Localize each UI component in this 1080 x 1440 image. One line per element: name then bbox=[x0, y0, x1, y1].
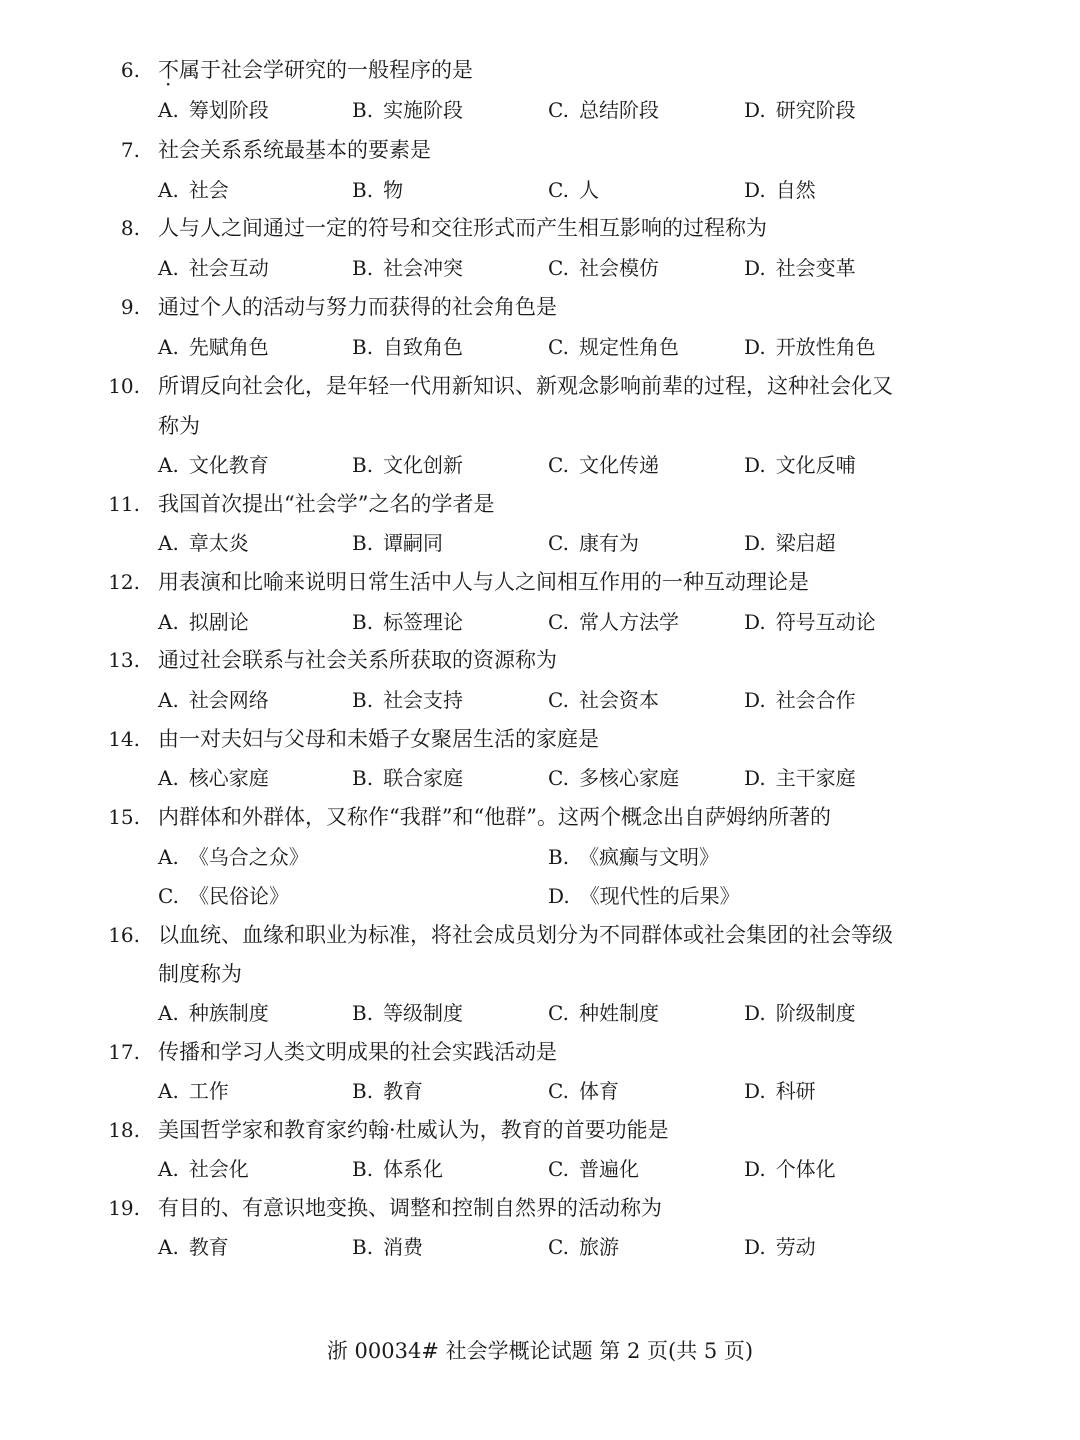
option-a: A. 种族制度 bbox=[158, 1001, 269, 1025]
question-stem: 我国首次提出“社会学”之名的学者是 bbox=[158, 492, 495, 516]
option-a: A. 教育 bbox=[158, 1235, 229, 1259]
question-stem bbox=[158, 58, 473, 82]
question-stem: 美国哲学家和教育家约翰·杜威认为，教育的首要功能是 bbox=[158, 1118, 669, 1142]
question-number: 10. bbox=[108, 374, 140, 398]
question-stem: 社会关系系统最基本的要素是 bbox=[158, 138, 431, 162]
option-b: B. 社会支持 bbox=[352, 688, 464, 712]
option-a: A. 社会网络 bbox=[158, 688, 269, 712]
option-c: C. 体育 bbox=[548, 1079, 619, 1103]
option-d: D. 科研 bbox=[744, 1079, 816, 1103]
option-b: B. 标签理论 bbox=[352, 610, 464, 634]
option-a: A. 《乌合之众》 bbox=[158, 845, 309, 869]
option-b: B. 物 bbox=[352, 178, 404, 202]
question-stem: 用表演和比喻来说明日常生活中人与人之间相互作用的一种互动理论是 bbox=[158, 570, 809, 594]
question-number: 9. bbox=[120, 295, 140, 319]
option-c: C. 多核心家庭 bbox=[548, 766, 679, 790]
option-a: A. 工作 bbox=[158, 1079, 229, 1103]
question-number: 7. bbox=[120, 138, 140, 162]
question-number: 19. bbox=[108, 1196, 140, 1220]
option-d: D. 符号互动论 bbox=[744, 610, 876, 634]
emphasis-text: 不属 bbox=[158, 58, 200, 82]
question-stem: 以血统、血缘和职业为标准，将社会成员划分为不同群体或社会集团的社会等级 bbox=[158, 923, 893, 947]
question-number: 13. bbox=[108, 648, 140, 672]
question-number: 16. bbox=[108, 923, 140, 947]
question-stem-continued: 制度称为 bbox=[158, 962, 242, 986]
question-number: 15. bbox=[108, 805, 140, 829]
option-c: C. 种姓制度 bbox=[548, 1001, 659, 1025]
option-b: B. 《疯癫与文明》 bbox=[548, 845, 720, 869]
option-b: B. 联合家庭 bbox=[352, 766, 464, 790]
option-a: A. 筹划阶段 bbox=[158, 98, 269, 122]
option-d: D. 《现代性的后果》 bbox=[548, 884, 740, 908]
option-a: A. 社会互动 bbox=[158, 256, 269, 280]
option-d: D. 梁启超 bbox=[744, 531, 836, 555]
option-c: C. 社会资本 bbox=[548, 688, 659, 712]
option-c: C. 常人方法学 bbox=[548, 610, 679, 634]
page-footer: 浙 00034# 社会学概论试题 第 2 页(共 5 页) bbox=[326, 1339, 754, 1363]
option-c: C. 规定性角色 bbox=[548, 335, 679, 359]
option-b: B. 自致角色 bbox=[352, 335, 464, 359]
question-stem: 通过社会联系与社会关系所获取的资源称为 bbox=[158, 648, 557, 672]
question-number: 17. bbox=[108, 1040, 140, 1064]
option-d: D. 个体化 bbox=[744, 1157, 836, 1181]
option-d: D. 研究阶段 bbox=[744, 98, 856, 122]
question-stem: 内群体和外群体，又称作“我群”和“他群”。这两个概念出自萨姆纳所著的 bbox=[158, 805, 831, 829]
option-c: C. 康有为 bbox=[548, 531, 639, 555]
option-a: A. 先赋角色 bbox=[158, 335, 269, 359]
question-stem-rest: 于社会学研究的一般程序的是 bbox=[200, 58, 473, 82]
option-c: C. 总结阶段 bbox=[548, 98, 659, 122]
option-b: B. 消费 bbox=[352, 1235, 424, 1259]
option-d: D. 文化反哺 bbox=[744, 453, 856, 477]
question-stem: 所谓反向社会化，是年轻一代用新知识、新观念影响前辈的过程，这种社会化又 bbox=[158, 374, 893, 398]
option-d: D. 主干家庭 bbox=[744, 766, 856, 790]
option-b: B. 体系化 bbox=[352, 1157, 444, 1181]
option-a: A. 核心家庭 bbox=[158, 766, 269, 790]
option-c: C. 人 bbox=[548, 178, 599, 202]
option-d: D. 阶级制度 bbox=[744, 1001, 856, 1025]
option-d: D. 开放性角色 bbox=[744, 335, 876, 359]
question-number: 11. bbox=[108, 492, 140, 516]
option-b: B. 等级制度 bbox=[352, 1001, 464, 1025]
option-c: C. 旅游 bbox=[548, 1235, 619, 1259]
option-a: A. 文化教育 bbox=[158, 453, 269, 477]
question-stem-continued: 称为 bbox=[158, 414, 200, 438]
option-b: B. 谭嗣同 bbox=[352, 531, 444, 555]
question-number: 14. bbox=[108, 727, 140, 751]
option-d: D. 自然 bbox=[744, 178, 816, 202]
option-c: C. 《民俗论》 bbox=[158, 884, 289, 908]
question-stem: 由一对夫妇与父母和未婚子女聚居生活的家庭是 bbox=[158, 727, 599, 751]
option-d: D. 劳动 bbox=[744, 1235, 816, 1259]
option-d: D. 社会变革 bbox=[744, 256, 856, 280]
option-a: A. 拟剧论 bbox=[158, 610, 249, 634]
question-stem: 有目的、有意识地变换、调整和控制自然界的活动称为 bbox=[158, 1196, 662, 1220]
option-c: C. 普遍化 bbox=[548, 1157, 639, 1181]
option-b: B. 文化创新 bbox=[352, 453, 464, 477]
question-stem: 人与人之间通过一定的符号和交往形式而产生相互影响的过程称为 bbox=[158, 216, 767, 240]
option-d: D. 社会合作 bbox=[744, 688, 856, 712]
option-c: C. 文化传递 bbox=[548, 453, 659, 477]
question-number: 12. bbox=[108, 570, 140, 594]
option-a: A. 章太炎 bbox=[158, 531, 249, 555]
option-c: C. 社会模仿 bbox=[548, 256, 659, 280]
question-stem: 通过个人的活动与努力而获得的社会角色是 bbox=[158, 295, 557, 319]
question-number: 6. bbox=[120, 58, 140, 82]
option-a: A. 社会 bbox=[158, 178, 229, 202]
question-number: 18. bbox=[108, 1118, 140, 1142]
question-stem: 传播和学习人类文明成果的社会实践活动是 bbox=[158, 1040, 557, 1064]
option-b: B. 实施阶段 bbox=[352, 98, 464, 122]
option-a: A. 社会化 bbox=[158, 1157, 249, 1181]
option-b: B. 教育 bbox=[352, 1079, 424, 1103]
question-number: 8. bbox=[120, 216, 140, 240]
option-b: B. 社会冲突 bbox=[352, 256, 464, 280]
